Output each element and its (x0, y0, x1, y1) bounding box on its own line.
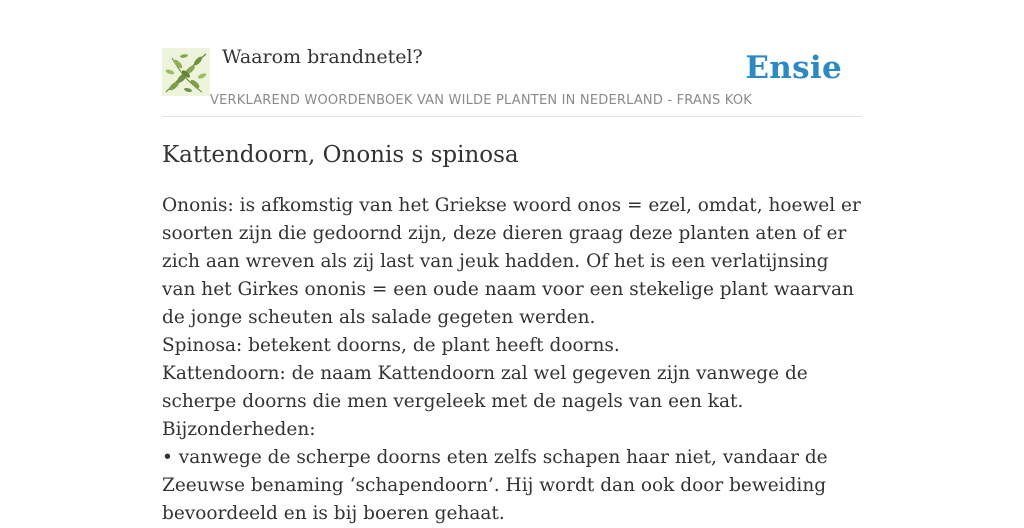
ensie-logo[interactable]: Ensie (745, 50, 842, 86)
entry-paragraph-bijzonderheden: Bijzonderheden: (162, 419, 316, 440)
dictionary-source-subtitle[interactable]: VERKLAREND WOORDENBOEK VAN WILDE PLANTEN IN NEDERLAND - FRANS KOK (210, 93, 752, 108)
entry-paragraph-bullet: • vanwege de scherpe doorns eten zelfs schapen haar niet, vandaar de Zeeuwse benaming ‘schapendoorn’. Hij wordt dan ook door beweiding bevoordeeld en is bij boeren gehaat. (162, 447, 828, 524)
dictionary-question-title[interactable]: Waarom brandnetel? (222, 46, 423, 68)
leaf-illustration-icon (162, 48, 210, 96)
entry-paragraph-kattendoorn: Kattendoorn: de naam Kattendoorn zal wel gegeven zijn vanwege de scherpe doorns die men vergeleek met de nagels van een kat. (162, 363, 808, 412)
entry-content (162, 138, 866, 528)
entry-paragraph-spinosa: Spinosa: betekent doorns, de plant heeft doorns. (162, 335, 620, 356)
entry-title: Kattendoorn, Ononis s spinosa (162, 142, 519, 168)
entry-body (162, 192, 866, 528)
header (162, 46, 862, 117)
entry-paragraph-ononis: Ononis: is afkomstig van het Griekse woord onos = ezel, omdat, hoewel er soorten zijn die gedoornd zijn, deze dieren graag deze planten aten of er zich aan wreven als zij last van jeuk hadden. Of het is een verlatijnsing van het Girkes ononis = een oude naam voor een stekelige plant waarvan de jonge scheuten als salade gegeten werden. (162, 195, 861, 328)
